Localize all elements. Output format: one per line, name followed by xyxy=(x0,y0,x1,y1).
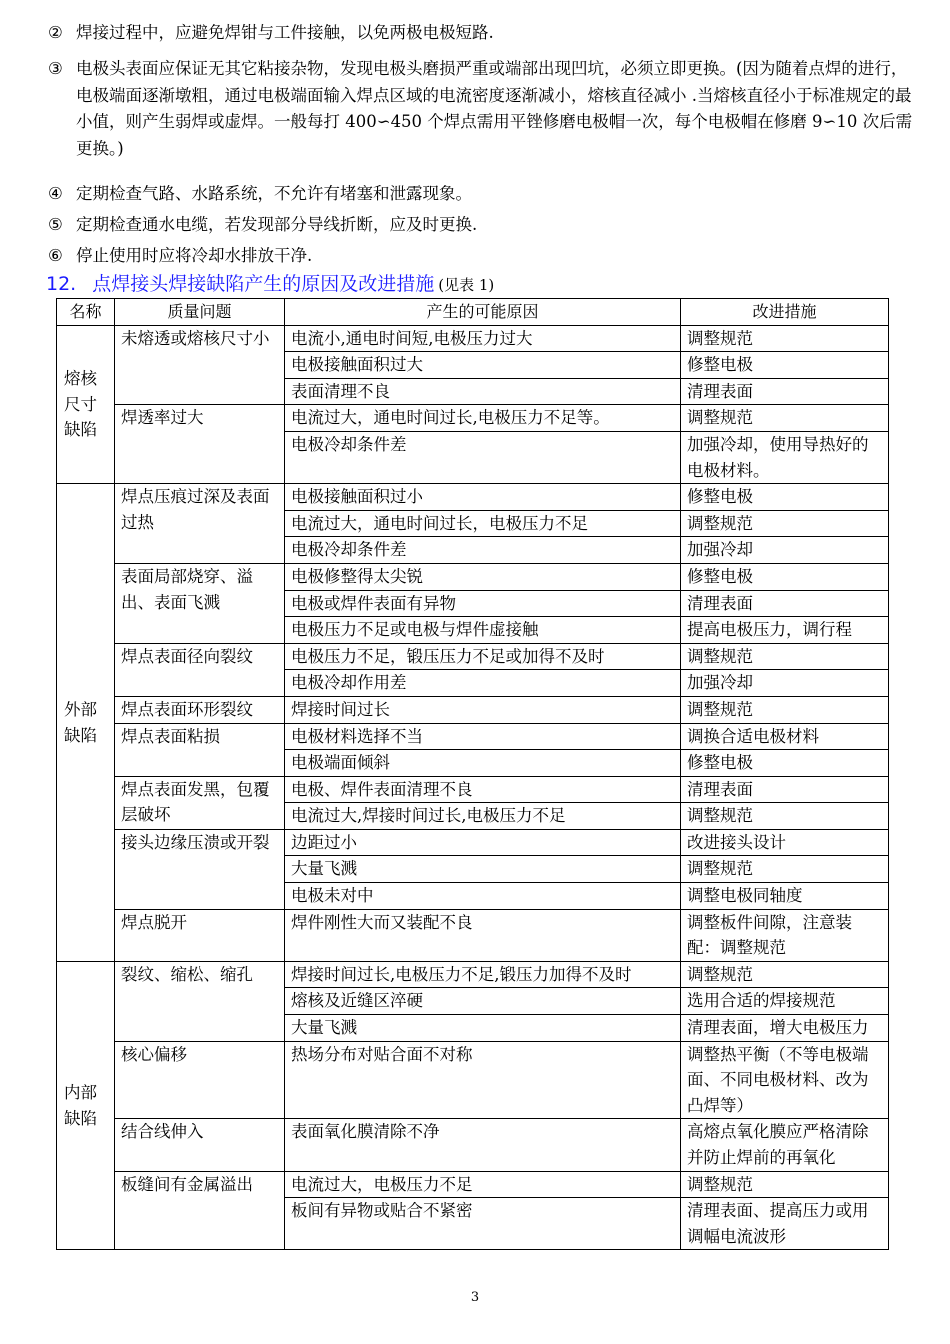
problem-cell: 结合线伸入 xyxy=(115,1119,285,1171)
defect-table xyxy=(56,298,889,1250)
table-row xyxy=(57,1171,889,1198)
cause-cell: 电极未对中 xyxy=(285,883,681,910)
cause-cell: 电极接触面积过小 xyxy=(285,484,681,511)
fix-cell: 加强冷却 xyxy=(681,537,889,564)
table-row xyxy=(57,563,889,590)
note-number: ⑤ xyxy=(48,215,63,234)
cause-cell: 表面氧化膜清除不净 xyxy=(285,1119,681,1171)
problem-cell: 未熔透或熔核尺寸小 xyxy=(115,325,285,405)
cause-cell: 电极接触面积过大 xyxy=(285,352,681,379)
cause-cell: 电极冷却条件差 xyxy=(285,431,681,483)
category-cell: 外部缺陷 xyxy=(57,484,115,962)
cause-cell: 电流过大,焊接时间过长,电极压力不足 xyxy=(285,803,681,830)
note-item xyxy=(48,212,920,239)
table-header-row xyxy=(57,299,889,326)
note-item xyxy=(48,56,920,162)
cause-cell: 电极材料选择不当 xyxy=(285,723,681,750)
section-number: 12. xyxy=(46,273,77,295)
section-title: 点焊接头焊接缺陷产生的原因及改进措施 xyxy=(92,273,435,295)
fix-cell: 清理表面 xyxy=(681,776,889,803)
fix-cell: 调整规范 xyxy=(681,510,889,537)
fix-cell: 调整规范 xyxy=(681,1171,889,1198)
table-row xyxy=(57,961,889,988)
cause-cell: 电极压力不足，锻压压力不足或加得不及时 xyxy=(285,643,681,670)
cause-cell: 焊接时间过长 xyxy=(285,696,681,723)
category-cell: 熔核尺寸缺陷 xyxy=(57,325,115,484)
note-number: ⑥ xyxy=(48,246,63,265)
cause-cell: 热场分布对贴合面不对称 xyxy=(285,1041,681,1119)
table-row xyxy=(57,829,889,856)
problem-cell: 焊点表面粘损 xyxy=(115,723,285,776)
cause-cell: 表面清理不良 xyxy=(285,378,681,405)
cause-cell: 电极修整得太尖锐 xyxy=(285,563,681,590)
problem-cell: 焊点脱开 xyxy=(115,909,285,961)
cause-cell: 焊件刚性大而又装配不良 xyxy=(285,909,681,961)
header-name: 名称 xyxy=(57,299,115,326)
table-row xyxy=(57,405,889,432)
table-row xyxy=(57,484,889,511)
table-row xyxy=(57,643,889,670)
fix-cell: 调整规范 xyxy=(681,325,889,352)
fix-cell: 清理表面 xyxy=(681,590,889,617)
cause-cell: 电极端面倾斜 xyxy=(285,750,681,777)
fix-cell: 修整电极 xyxy=(681,750,889,777)
header-problem: 质量问题 xyxy=(115,299,285,326)
cause-cell: 板间有异物或贴合不紧密 xyxy=(285,1198,681,1250)
note-number: ④ xyxy=(48,184,63,203)
problem-cell: 表面局部烧穿、溢出、表面飞溅 xyxy=(115,563,285,643)
table-row xyxy=(57,909,889,961)
cause-cell: 电流过大，电极压力不足 xyxy=(285,1171,681,1198)
note-text: 停止使用时应将冷却水排放干净. xyxy=(76,246,313,265)
problem-cell: 焊透率过大 xyxy=(115,405,285,484)
note-number: ③ xyxy=(48,59,63,78)
problem-cell: 核心偏移 xyxy=(115,1041,285,1119)
cause-cell: 电流过大，通电时间过长,电极压力不足等。 xyxy=(285,405,681,432)
fix-cell: 清理表面、提高压力或用调幅电流波形 xyxy=(681,1198,889,1250)
problem-cell: 板缝间有金属溢出 xyxy=(115,1171,285,1250)
fix-cell: 加强冷却 xyxy=(681,670,889,697)
fix-cell: 调换合适电极材料 xyxy=(681,723,889,750)
fix-cell: 加强冷却，使用导热好的电极材料。 xyxy=(681,431,889,483)
cause-cell: 电极或焊件表面有异物 xyxy=(285,590,681,617)
fix-cell: 清理表面 xyxy=(681,378,889,405)
fix-cell: 修整电极 xyxy=(681,484,889,511)
note-item xyxy=(48,20,920,47)
table-row xyxy=(57,723,889,750)
fix-cell: 高熔点氧化膜应严格清除并防止焊前的再氧化 xyxy=(681,1119,889,1171)
fix-cell: 调整板件间隙，注意装配：调整规范 xyxy=(681,909,889,961)
fix-cell: 调整规范 xyxy=(681,643,889,670)
note-item xyxy=(48,243,920,270)
table-row xyxy=(57,1119,889,1171)
problem-cell: 焊点表面径向裂纹 xyxy=(115,643,285,696)
cause-cell: 电流过大，通电时间过长，电极压力不足 xyxy=(285,510,681,537)
fix-cell: 清理表面，增大电极压力 xyxy=(681,1015,889,1042)
page-number: 3 xyxy=(470,1290,480,1305)
note-number: ② xyxy=(48,23,63,42)
problem-cell: 焊点表面发黑，包覆层破坏 xyxy=(115,776,285,829)
fix-cell: 选用合适的焊接规范 xyxy=(681,988,889,1015)
category-cell: 内部缺陷 xyxy=(57,961,115,1250)
header-cause: 产生的可能原因 xyxy=(285,299,681,326)
fix-cell: 调整规范 xyxy=(681,405,889,432)
fix-cell: 调整规范 xyxy=(681,856,889,883)
table-row xyxy=(57,696,889,723)
note-item xyxy=(48,181,920,208)
cause-cell: 边距过小 xyxy=(285,829,681,856)
cause-cell: 大量飞溅 xyxy=(285,1015,681,1042)
cause-cell: 电极、焊件表面清理不良 xyxy=(285,776,681,803)
fix-cell: 改进接头设计 xyxy=(681,829,889,856)
cause-cell: 电流小,通电时间短,电极压力过大 xyxy=(285,325,681,352)
problem-cell: 焊点表面环形裂纹 xyxy=(115,696,285,723)
table-row xyxy=(57,1041,889,1119)
section-heading xyxy=(46,269,916,297)
fix-cell: 调整电极同轴度 xyxy=(681,883,889,910)
table-row xyxy=(57,325,889,352)
fix-cell: 调整规范 xyxy=(681,961,889,988)
table-row xyxy=(57,776,889,803)
fix-cell: 提高电极压力，调行程 xyxy=(681,617,889,644)
note-text: 焊接过程中，应避免焊钳与工件接触，以免两极电极短路. xyxy=(76,23,494,42)
note-text: 定期检查通水电缆，若发现部分导线折断，应及时更换. xyxy=(76,215,478,234)
fix-cell: 调整规范 xyxy=(681,803,889,830)
note-text: 电极头表面应保证无其它粘接杂物，发现电极头磨损严重或端部出现凹坑，必须立即更换。(因为随着点焊的进行，电极端面逐渐墩粗，通过电极端面输入焊点区域的电流密度逐渐减小，熔核直径减小 .当熔核直径小于标准规定的最小值，则产生弱焊或虚焊。一般每打 400∽450 个焊点需用平锉修磨电极帽一次，每个电极帽在修磨 9∽10 次后需更换。) xyxy=(76,59,913,158)
cause-cell: 焊接时间过长,电极压力不足,锻压力加得不及时 xyxy=(285,961,681,988)
cause-cell: 熔核及近缝区淬硬 xyxy=(285,988,681,1015)
cause-cell: 电极冷却作用差 xyxy=(285,670,681,697)
note-text: 定期检查气路、水路系统，不允许有堵塞和泄露现象。 xyxy=(76,184,472,203)
cause-cell: 大量飞溅 xyxy=(285,856,681,883)
fix-cell: 修整电极 xyxy=(681,352,889,379)
problem-cell: 接头边缘压溃或开裂 xyxy=(115,829,285,909)
cause-cell: 电极压力不足或电极与焊件虚接触 xyxy=(285,617,681,644)
table-body xyxy=(57,325,889,1250)
fix-cell: 调整热平衡（不等电极端面、不同电极材料、改为凸焊等） xyxy=(681,1041,889,1119)
fix-cell: 调整规范 xyxy=(681,696,889,723)
fix-cell: 修整电极 xyxy=(681,563,889,590)
section-note: (见表 1) xyxy=(438,276,495,294)
problem-cell: 焊点压痕过深及表面过热 xyxy=(115,484,285,564)
cause-cell: 电极冷却条件差 xyxy=(285,537,681,564)
header-fix: 改进措施 xyxy=(681,299,889,326)
problem-cell: 裂纹、缩松、缩孔 xyxy=(115,961,285,1041)
